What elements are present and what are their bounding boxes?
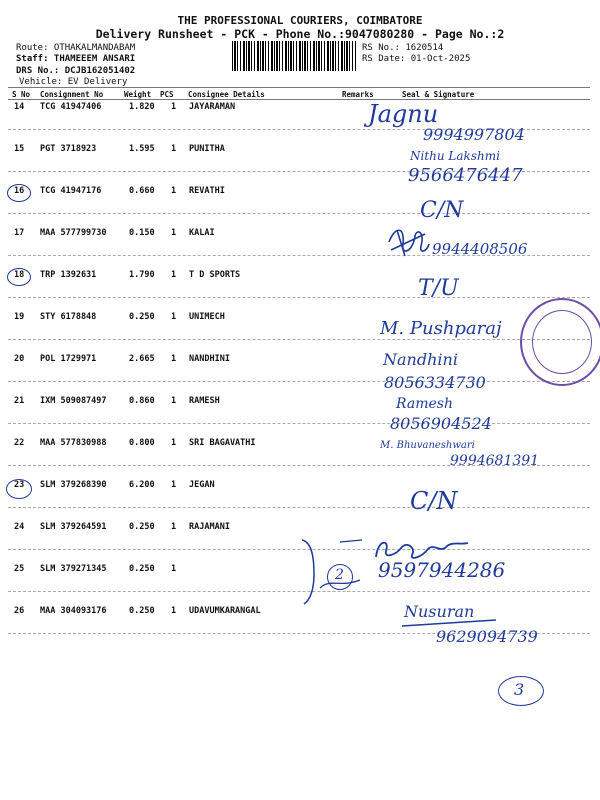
col-remarks: Remarks (342, 90, 374, 99)
row-pcs: 1 (171, 228, 177, 238)
row-sno: 22 (14, 438, 25, 448)
row-sno: 26 (14, 606, 25, 616)
row-sno: 24 (14, 522, 25, 532)
page-circle: 3 (498, 676, 544, 706)
row-pcs: 1 (171, 606, 177, 616)
company-seal-stamp (520, 298, 600, 386)
row-divider (8, 381, 590, 382)
handwritten-phone: 9597944286 (378, 558, 506, 582)
row-pcs: 1 (171, 144, 177, 154)
row-consignee: REVATHI (189, 186, 225, 196)
row-consignment: POL 1729971 (40, 354, 97, 364)
row-divider (8, 591, 590, 592)
row-weight: 6.200 (129, 480, 155, 490)
row-weight: 0.250 (129, 312, 155, 322)
row-sno: 19 (14, 312, 25, 322)
row-sno: 15 (14, 144, 25, 154)
handwritten-phone: 9944408506 (432, 240, 528, 258)
row-divider (8, 423, 590, 424)
row-consignment: TRP 1392631 (40, 270, 97, 280)
handwritten-name: Nithu Lakshmi (410, 149, 500, 163)
row-sno: 16 (14, 186, 25, 196)
row-weight: 0.250 (129, 564, 155, 574)
row-consignee: RAJAMANI (189, 522, 230, 532)
row-divider (8, 297, 590, 298)
row-divider (8, 339, 590, 340)
row-weight: 0.250 (129, 606, 155, 616)
handwritten-phone: 9566476447 (408, 165, 523, 186)
row-weight: 0.800 (129, 438, 155, 448)
row-consignee: PUNITHA (189, 144, 225, 154)
row-weight: 2.665 (129, 354, 155, 364)
staff-label: Staff: THAMEEEM ANSARI (16, 54, 136, 64)
handwritten-remark: C/N (410, 487, 458, 515)
row-pcs: 1 (171, 186, 177, 196)
row-weight: 0.860 (129, 396, 155, 406)
circled-count: 2 (327, 564, 353, 590)
handwritten-phone: 9994681391 (450, 453, 540, 469)
row-circle-mark (6, 479, 32, 499)
handwritten-name: M. Bhuvaneshwari (380, 440, 475, 451)
row-consignment: SLM 379271345 (40, 564, 107, 574)
col-weight: Weight (124, 90, 152, 99)
row-consignee: JEGAN (189, 480, 215, 490)
vehicle-label: Vehicle: EV Delivery (19, 77, 128, 87)
row-consignment: MAA 304093176 (40, 606, 107, 616)
row-consignment: PGT 3718923 (40, 144, 97, 154)
row-sno: 20 (14, 354, 25, 364)
row-weight: 1.595 (129, 144, 155, 154)
row-consignment: TCG 41947406 (40, 102, 102, 112)
row-consignment: MAA 577799730 (40, 228, 107, 238)
handwritten-remark: C/N (420, 198, 464, 223)
row-pcs: 1 (171, 438, 177, 448)
row-consignment: IXM 509087497 (40, 396, 107, 406)
handwritten-remark: T/U (418, 276, 459, 301)
scribbled-signature (385, 222, 431, 262)
row-sno: 25 (14, 564, 25, 574)
row-consignment: MAA 577830988 (40, 438, 107, 448)
drs-label: DRS No.: DCJB162051402 (16, 66, 136, 76)
row-consignee: UNIMECH (189, 312, 225, 322)
handwritten-name: Ramesh (396, 396, 453, 412)
row-pcs: 1 (171, 480, 177, 490)
col-pcs: PCS (160, 90, 174, 99)
row-consignment: SLM 379264591 (40, 522, 107, 532)
row-pcs: 1 (171, 564, 177, 574)
handwritten-signature: M. Pushparaj (380, 318, 502, 339)
row-sno: 18 (14, 270, 25, 280)
row-pcs: 1 (171, 270, 177, 280)
row-weight: 0.250 (129, 522, 155, 532)
row-consignee: KALAI (189, 228, 215, 238)
col-signature: Seal & Signature (402, 90, 475, 99)
row-pcs: 1 (171, 396, 177, 406)
company-title: THE PROFESSIONAL COURIERS, COIMBATORE (177, 14, 423, 27)
handwritten-phone: 8056904524 (390, 414, 492, 433)
row-sno: 17 (14, 228, 25, 238)
row-weight: 1.820 (129, 102, 155, 112)
row-consignment: TCG 41947176 (40, 186, 102, 196)
rs-date: RS Date: 01-Oct-2025 (362, 54, 471, 64)
row-consignee: T D SPORTS (189, 270, 241, 280)
row-divider (8, 507, 590, 508)
row-divider (8, 549, 590, 550)
row-divider (8, 213, 590, 214)
handwritten-phone: 9994997804 (423, 125, 525, 144)
row-pcs: 1 (171, 312, 177, 322)
col-consignee: Consignee Details (188, 90, 265, 99)
col-consignment: Consignment No (40, 90, 104, 99)
row-sno: 14 (14, 102, 25, 112)
barcode (232, 41, 356, 71)
handwritten-phone: 8056334730 (384, 373, 486, 392)
route-label: Route: OTHAKALMANDABAM (16, 43, 136, 53)
row-consignee: UDAVUMKARANGAL (189, 606, 261, 616)
row-pcs: 1 (171, 354, 177, 364)
row-circle-mark (7, 268, 31, 286)
row-weight: 0.660 (129, 186, 155, 196)
row-sno: 21 (14, 396, 25, 406)
row-consignee: NANDHINI (189, 354, 230, 364)
runsheet-subtitle: Delivery Runsheet - PCK - Phone No.:9047080280 - Page No.:2 (95, 27, 505, 41)
row-pcs: 1 (171, 522, 177, 532)
handwritten-phone: 9629094739 (436, 627, 538, 646)
header-top-rule (8, 87, 590, 88)
handwritten-signature: Jagnu (368, 100, 439, 128)
row-circle-mark (7, 184, 31, 202)
row-consignee: RAMESH (189, 396, 220, 406)
header-bottom-rule (8, 99, 590, 100)
handwritten-name: Nusuran (404, 602, 475, 621)
row-sno: 23 (14, 480, 25, 490)
row-weight: 0.150 (129, 228, 155, 238)
row-pcs: 1 (171, 102, 177, 112)
rs-number: RS No.: 1620514 (362, 43, 444, 53)
row-consignee: SRI BAGAVATHI (189, 438, 256, 448)
row-consignee: JAYARAMAN (189, 102, 236, 112)
row-weight: 1.790 (129, 270, 155, 280)
row-consignment: SLM 379268390 (40, 480, 107, 490)
col-sno: S No (12, 90, 31, 99)
handwritten-name: Nandhini (383, 350, 458, 369)
row-consignment: STY 6178848 (40, 312, 97, 322)
